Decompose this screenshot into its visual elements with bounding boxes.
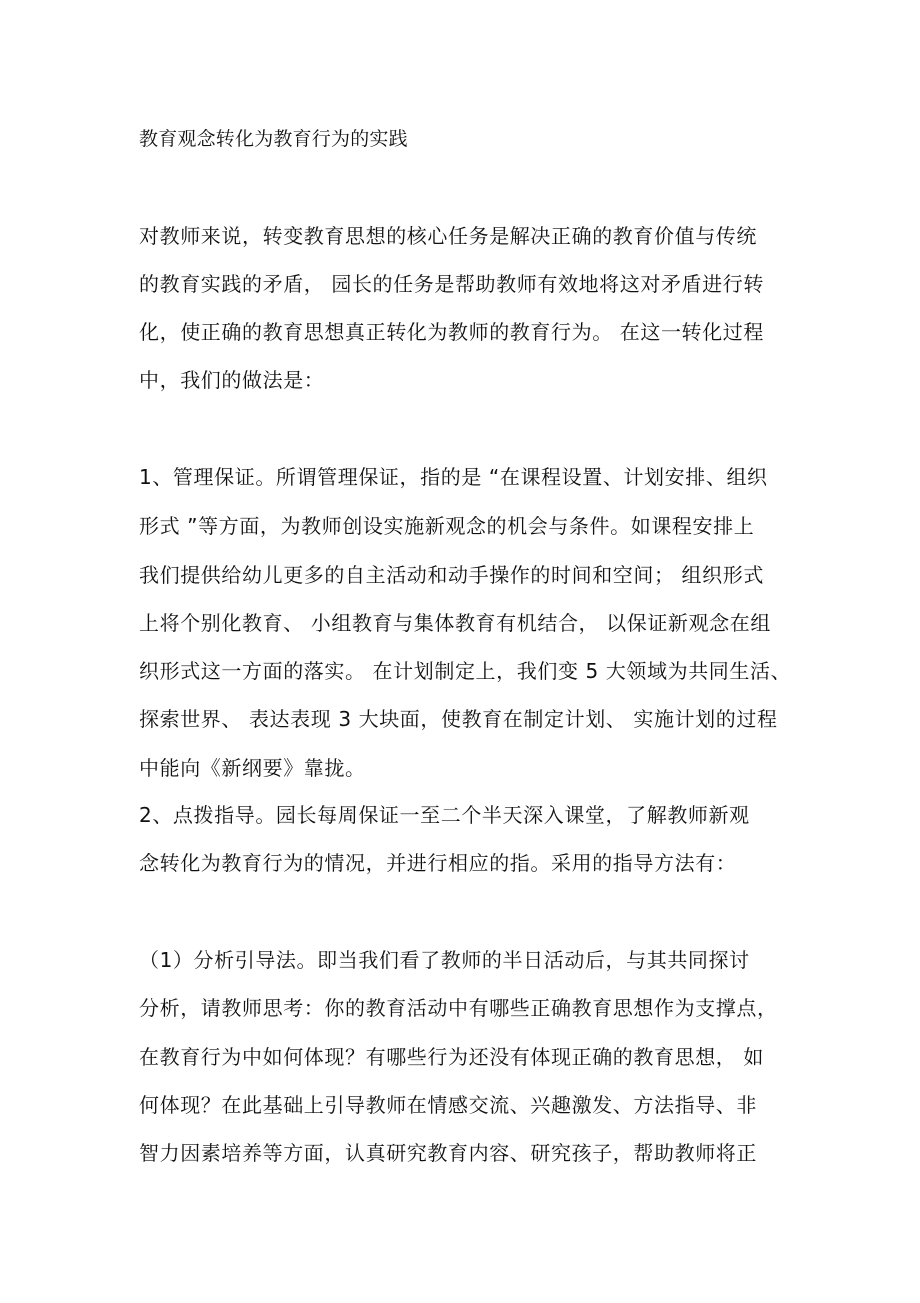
paragraph-line: 化，使正确的教育思想真正转化为教师的教育行为。 在这一转化过程: [139, 320, 764, 344]
paragraph-line: 上将个别化教育、 小组教育与集体教育有机结合， 以保证新观念在组: [139, 611, 771, 635]
paragraph-line: 探索世界、 表达表现 3 大块面，使教育在制定计划、 实施计划的过程: [139, 707, 778, 731]
paragraph-line: 智力因素培养等方面，认真研究教育内容、研究孩子，帮助教师将正: [139, 1141, 757, 1165]
paragraph-line: 2、点拨指导。园长每周保证一至二个半天深入课堂，了解教师新观: [139, 803, 750, 827]
paragraph-line: （1）分析引导法。即当我们看了教师的半日活动后，与其共同探讨: [139, 948, 750, 972]
paragraph-line: 织形式这一方面的落实。 在计划制定上，我们变 5 大领域为共同生活、: [139, 659, 792, 683]
paragraph-line: 何体现？在此基础上引导教师在情感交流、兴趣激发、方法指导、非: [139, 1093, 757, 1117]
paragraph-line: 我们提供给幼儿更多的自主活动和动手操作的时间和空间； 组织形式: [139, 563, 764, 587]
paragraph-line: 分析，请教师思考：你的教育活动中有哪些正确教育思想作为支撑点，: [139, 996, 778, 1020]
paragraph-line: 形式 ”等方面，为教师创设实施新观念的机会与条件。如课程安排上: [139, 514, 755, 538]
paragraph-line: 的教育实践的矛盾， 园长的任务是帮助教师有效地将这对矛盾进行转: [139, 272, 764, 296]
paragraph-line: 念转化为教育行为的情况，并进行相应的指。采用的指导方法有：: [139, 851, 737, 875]
paragraph-line: 1、管理保证。所谓管理保证，指的是 “在课程设置、计划安排、组织: [139, 465, 768, 489]
paragraph-line: 在教育行为中如何体现？有哪些行为还没有体现正确的教育思想， 如: [139, 1045, 764, 1069]
paragraph-line: 中，我们的做法是：: [139, 368, 325, 392]
paragraph-line: 中能向《新纲要》靠拢。: [139, 756, 366, 780]
document-title: 教育观念转化为教育行为的实践: [139, 128, 408, 150]
paragraph-line: 对教师来说，转变教育思想的核心任务是解决正确的教育价值与传统: [139, 224, 757, 248]
